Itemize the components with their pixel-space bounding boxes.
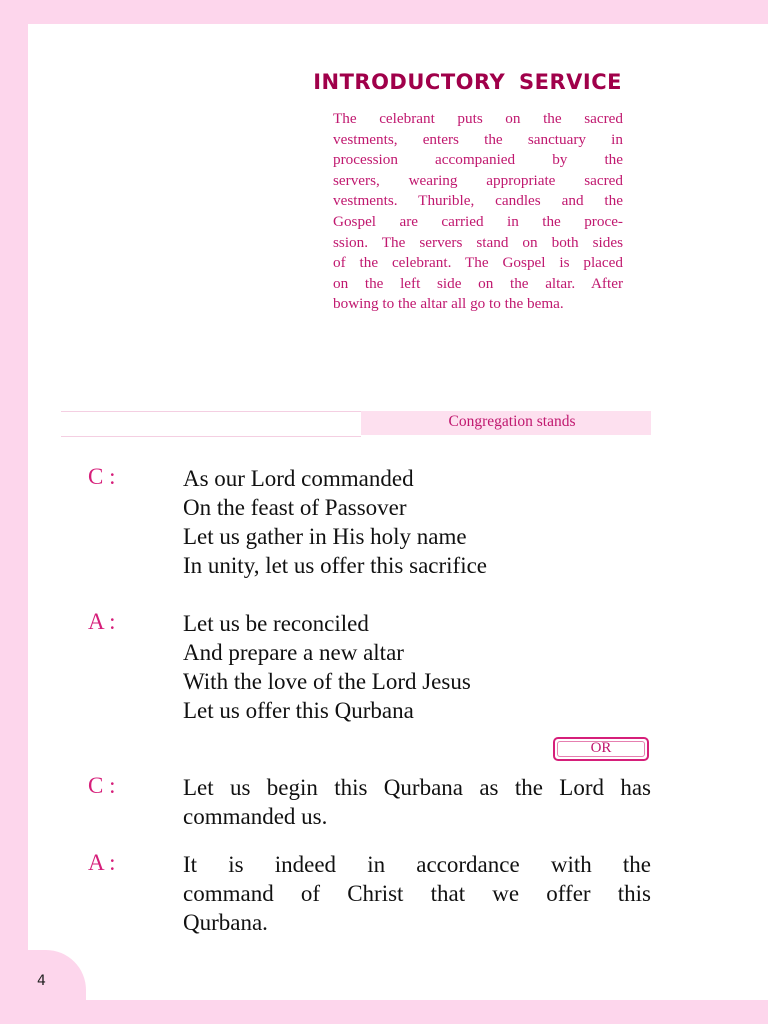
verse-line: Qurbana. — [183, 910, 268, 935]
verse-block — [183, 850, 651, 937]
speaker-label: A : — [88, 850, 116, 875]
speaker-label: C : — [88, 773, 116, 798]
verse-block — [183, 609, 651, 725]
verse-line: Let us offer this Qurbana — [183, 698, 414, 723]
verse-block — [183, 464, 651, 580]
rubric-line: vestments, enters the sanctuary in — [333, 130, 623, 148]
or-separator — [553, 737, 649, 761]
rubric-line: servers, wearing appropriate sacred — [333, 171, 623, 189]
rubric-instructions — [333, 109, 623, 315]
rubric-line: Gospel are carried in the proce- — [333, 212, 623, 230]
verse-line: On the feast of Passover — [183, 495, 407, 520]
verse-line: With the love of the Lord Jesus — [183, 669, 471, 694]
rubric-line: procession accompanied by the — [333, 151, 623, 169]
rubric-line: on the left side on the altar. After — [333, 274, 623, 292]
verse-line: Let us be reconciled — [183, 611, 369, 636]
or-separator-label: OR — [590, 740, 612, 756]
section-title: INTRODUCTORY SERVICE — [313, 70, 622, 94]
verse-line: As our Lord commanded — [183, 466, 414, 491]
rubric-line: ssion. The servers stand on both sides — [333, 233, 623, 251]
page-number: 4 — [37, 973, 46, 989]
congregation-cue — [361, 411, 651, 435]
speaker-label: C : — [88, 464, 116, 489]
verse-line: Let us gather in His holy name — [183, 524, 467, 549]
congregation-cue-text: Congregation stands — [448, 413, 576, 430]
verse-block — [183, 773, 651, 831]
verse-line: And prepare a new altar — [183, 640, 404, 665]
speaker-label: A : — [88, 609, 116, 634]
cue-divider — [61, 411, 361, 437]
rubric-line: bowing to the altar all go to the bema. — [333, 295, 564, 313]
rubric-line: The celebrant puts on the sacred — [333, 110, 623, 127]
verse-line: command of Christ that we offer this — [183, 881, 651, 906]
verse-line: Let us begin this Qurbana as the Lord has — [183, 775, 651, 800]
verse-line: commanded us. — [183, 804, 328, 829]
verse-line: In unity, let us offer this sacrifice — [183, 553, 488, 578]
rubric-line: of the celebrant. The Gospel is placed — [333, 254, 623, 272]
verse-line: It is indeed in accordance with the — [183, 852, 651, 877]
rubric-line: vestments. Thurible, candles and the — [333, 192, 623, 210]
